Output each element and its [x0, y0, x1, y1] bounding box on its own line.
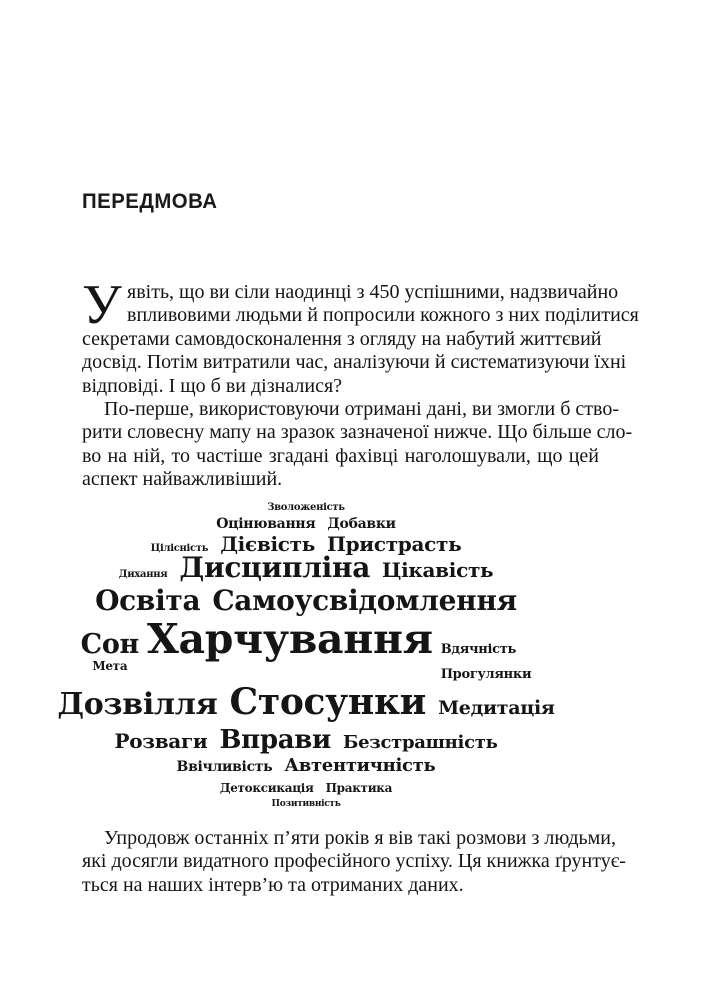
text-line: явіть, що ви сіли наодинці з 450 успішними, надзвичайно [127, 281, 619, 303]
cloud-word: Медитація [438, 697, 555, 720]
text-line: во на ній, то частіше згадані фахівці наголошували, що цей [82, 444, 599, 467]
cloud-row [0, 583, 612, 617]
text-line: досвід. Потім витратили час, аналізуючи й систематизуючи їхні [82, 351, 627, 374]
cloud-word: Безстрашність [343, 732, 498, 754]
text-line: аспект найважливіший. [82, 468, 283, 491]
cloud-word: Дихання [118, 569, 168, 581]
text-line: впливовими людьми й попросили кожного з них поділитися [127, 304, 639, 327]
cloud-word-stack [441, 643, 532, 681]
body-text-top [82, 274, 639, 492]
cloud-word: Вправи [219, 725, 332, 756]
cloud-word: Оцінювання [216, 515, 316, 532]
cloud-word: Ввічливість [176, 759, 273, 776]
cloud-word: Освіта [95, 583, 201, 617]
cloud-word: Пристрасть [327, 532, 462, 557]
cloud-word: Самоусвідомлення [212, 583, 517, 617]
cloud-word: Зволоженість [267, 502, 345, 513]
cloud-row [0, 782, 612, 795]
cloud-word: Стосунки [229, 681, 427, 724]
cloud-word: Сон [80, 628, 140, 660]
cloud-row [0, 681, 612, 724]
text-line: секретами самовдосконалення з огляду на набутий життєвий [82, 327, 602, 350]
cloud-row [0, 757, 612, 776]
cloud-row [0, 551, 612, 585]
cloud-word: Прогулянки [440, 666, 532, 682]
paragraph [82, 827, 626, 897]
cloud-word: Детоксикація [219, 781, 314, 796]
cloud-word: Цікавість [382, 558, 494, 583]
cloud-row [0, 614, 612, 682]
cloud-word: Розваги [114, 729, 208, 754]
cloud-word: Практика [325, 781, 393, 796]
text-line: ться на наших інтерв’ю та отриманих даних. [82, 873, 464, 896]
drop-cap: У [82, 274, 122, 336]
cloud-row [0, 800, 612, 809]
cloud-word: Харчування [147, 614, 433, 663]
text-line: які досягли видатного професійного успіху. Ця книжка ґрунтує- [82, 850, 626, 873]
paragraph [82, 397, 633, 492]
cloud-row [0, 517, 612, 532]
cloud-word: Дисципліна [179, 551, 371, 585]
body-text-bottom [82, 827, 626, 897]
text-line: відповіді. І що б ви дізналися? [82, 374, 343, 397]
cloud-word: Автентичність [284, 755, 436, 777]
cloud-word: Дозвілля [57, 687, 218, 723]
cloud-word: Дієвість [220, 532, 316, 557]
cloud-word: Вдячність [440, 641, 517, 657]
cloud-word: Цілісність [150, 543, 209, 555]
word-cloud [0, 503, 612, 812]
paragraph [82, 274, 639, 398]
chapter-heading: ПЕРЕДМОВА [82, 190, 218, 213]
cloud-word: Позитивність [271, 798, 341, 809]
cloud-row [0, 503, 612, 514]
cloud-word-stack [80, 628, 140, 674]
text-line: По-перше, використовуючи отримані дані, ви змогли б ство- [104, 397, 620, 420]
text-line: Упродовж останніх п’яти років я вів такі розмови з людьми, [104, 827, 616, 849]
cloud-word: Мета [92, 659, 128, 674]
text-line: рити словесну мапу на зразок зазначеної нижче. Що більше сло- [82, 421, 633, 444]
cloud-word: Добавки [327, 515, 396, 532]
cloud-row [0, 727, 612, 754]
